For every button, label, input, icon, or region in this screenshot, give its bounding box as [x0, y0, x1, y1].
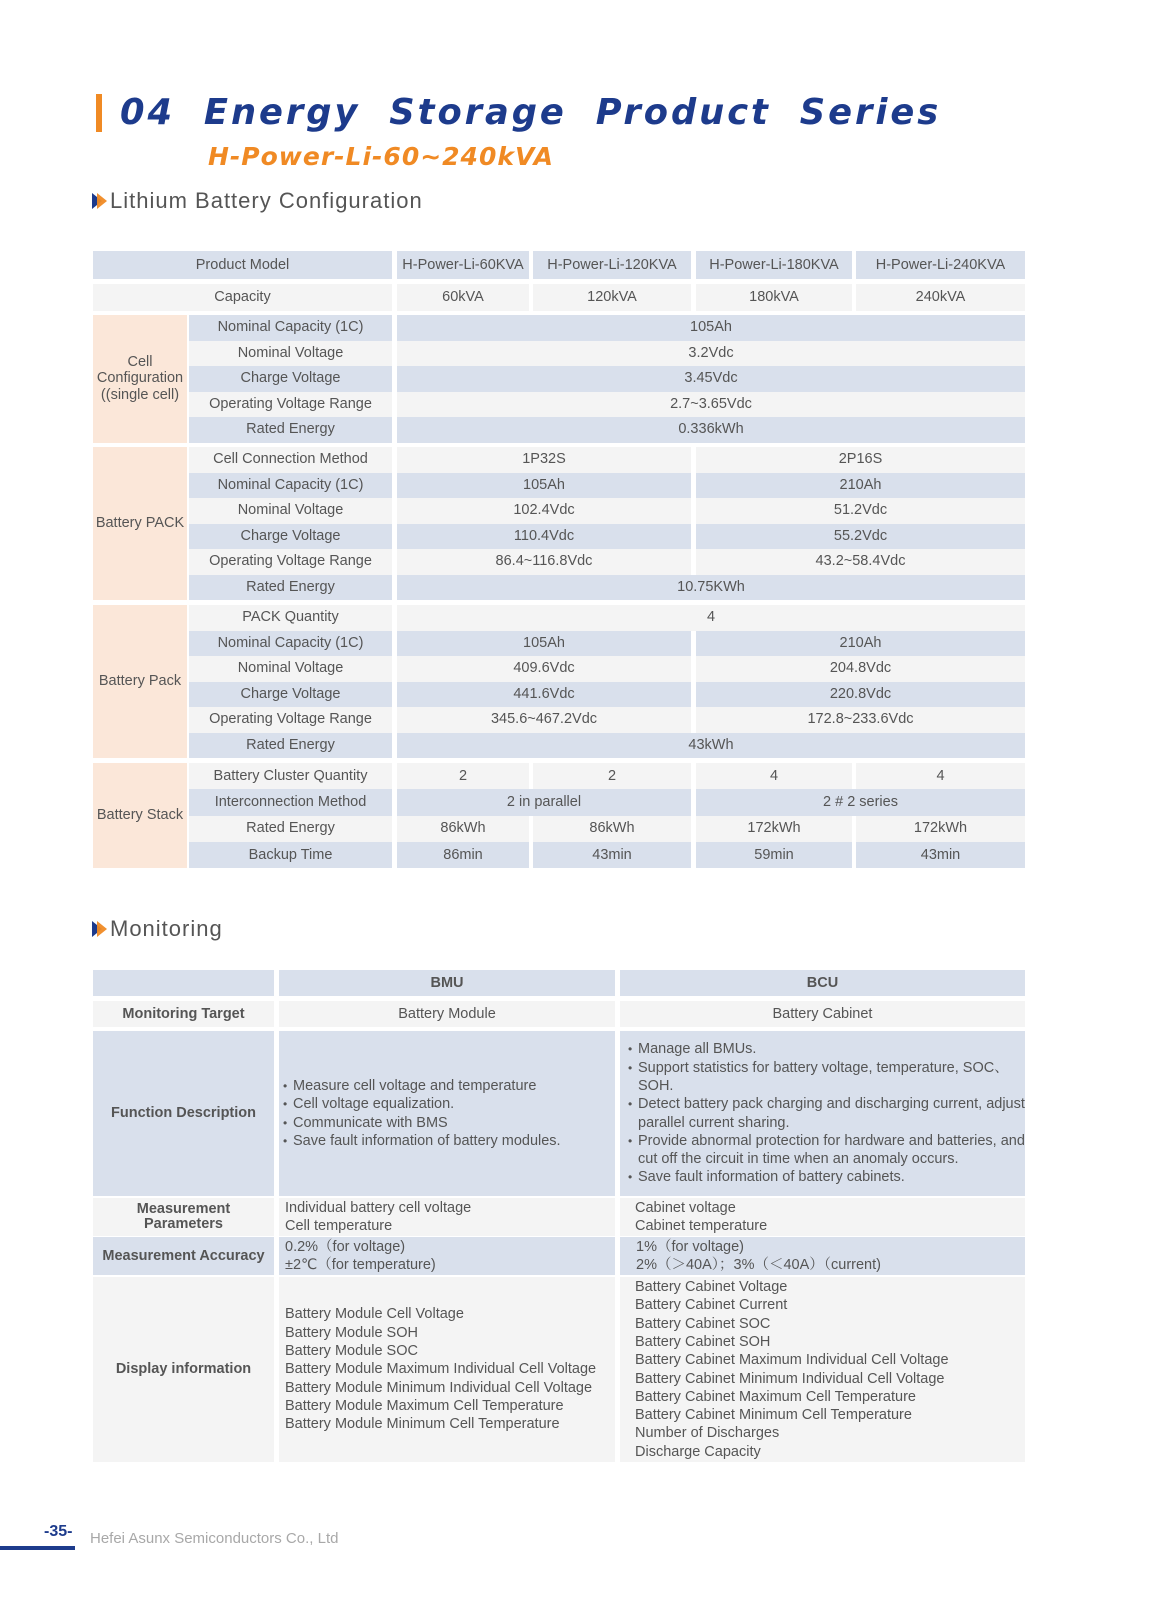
group-battery-pack: Battery PACK	[93, 447, 187, 600]
param-value: 43kWh	[397, 733, 1025, 759]
param-value-180-240: 210Ah	[696, 631, 1025, 657]
section-title: Monitoring	[110, 916, 223, 941]
param-value: 2 # 2 series	[696, 789, 1025, 815]
line-item: Battery Cabinet Voltage	[635, 1279, 788, 1296]
group-cell-configuration: Cell Configuration ((single cell)	[93, 315, 187, 443]
group-battery-stack: Battery Stack	[93, 763, 187, 868]
line-item: 1%（for voltage)	[636, 1238, 744, 1255]
param-value: 172kWh	[696, 816, 852, 842]
line-item: Battery Module Cell Voltage	[285, 1306, 464, 1323]
param-value-180-240: 204.8Vdc	[696, 656, 1025, 682]
bullet-item: • Save fault information of battery cabinets.	[628, 1168, 1025, 1186]
accuracy-bmu	[279, 1237, 615, 1275]
bullet-item: • Save fault information of battery modules.	[283, 1132, 615, 1150]
double-arrow-icon	[92, 920, 108, 938]
capacity-value: 60kVA	[397, 284, 529, 311]
param-label: Rated Energy	[189, 575, 392, 601]
header-bcu: BCU	[620, 970, 1025, 996]
target-bmu: Battery Module	[279, 1001, 615, 1027]
bullet-list	[628, 1040, 1025, 1186]
param-label: Nominal Capacity (1C)	[189, 631, 392, 657]
header-product-model: Product Model	[93, 251, 392, 279]
param-value-180-240: 55.2Vdc	[696, 524, 1025, 550]
param-label: Nominal Capacity (1C)	[189, 315, 392, 341]
model-header: H-Power-Li-180KVA	[696, 251, 852, 279]
param-value-180-240: 51.2Vdc	[696, 498, 1025, 524]
param-value: 86kWh	[533, 816, 691, 842]
page-title: 04 Energy Storage Product Series	[120, 92, 942, 133]
row-label-accuracy: Measurement Accuracy	[93, 1237, 274, 1275]
param-value: 43min	[856, 842, 1025, 868]
line-item: Cell temperature	[285, 1218, 393, 1234]
param-value: 59min	[696, 842, 852, 868]
header-bmu: BMU	[279, 970, 615, 996]
line-item: Battery Module SOC	[285, 1343, 418, 1360]
param-value-60-120: 110.4Vdc	[397, 524, 691, 550]
param-value: 2	[397, 763, 529, 789]
section-title: Lithium Battery Configuration	[110, 188, 423, 213]
bullet-item: • Manage all BMUs.	[628, 1040, 1025, 1058]
row-label-function: Function Description	[93, 1031, 274, 1196]
param-value-60-120: 1P32S	[397, 447, 691, 473]
param-value: 4	[397, 605, 1025, 631]
line-list	[285, 1199, 615, 1236]
param-label: Nominal Voltage	[189, 498, 392, 524]
line-item: 2%（＞40A）；3%（＜40A）（current)	[636, 1257, 881, 1273]
page-number: -35-	[44, 1523, 73, 1540]
line-item: Discharge Capacity	[635, 1443, 761, 1460]
section-heading-lithium	[92, 188, 423, 214]
row-label-target: Monitoring Target	[93, 1001, 274, 1027]
param-label: Nominal Voltage	[189, 341, 392, 367]
group-battery-cluster: Battery Pack	[93, 605, 187, 758]
capacity-value: 240kVA	[856, 284, 1025, 311]
function-bmu	[279, 1031, 615, 1196]
param-value-60-120: 105Ah	[397, 631, 691, 657]
line-list	[636, 1238, 1025, 1275]
param-value-60-120: 105Ah	[397, 473, 691, 499]
section-heading-monitoring	[92, 916, 223, 942]
line-item: 0.2%（for voltage)	[285, 1238, 406, 1255]
param-value: 2 in parallel	[397, 789, 691, 815]
param-value: 172kWh	[856, 816, 1025, 842]
line-list	[285, 1238, 615, 1275]
param-label: PACK Quantity	[189, 605, 392, 631]
param-label: Battery Cluster Quantity	[189, 763, 392, 789]
line-item: Battery Module Minimum Individual Cell Voltage	[285, 1379, 593, 1396]
line-item: Cabinet voltage	[635, 1199, 736, 1216]
params-bcu	[620, 1198, 1025, 1236]
line-list	[635, 1199, 1025, 1236]
line-item: Battery Cabinet Maximum Individual Cell Voltage	[635, 1352, 949, 1369]
param-value-180-240: 210Ah	[696, 473, 1025, 499]
company-name: Hefei Asunx Semiconductors Co., Ltd	[90, 1530, 339, 1547]
param-label: Rated Energy	[189, 417, 392, 443]
param-label: Charge Voltage	[189, 524, 392, 550]
param-value-60-120: 345.6~467.2Vdc	[397, 707, 691, 733]
param-value: 86kWh	[397, 816, 529, 842]
capacity-label: Capacity	[93, 284, 392, 311]
param-label: Cell Connection Method	[189, 447, 392, 473]
param-value-60-120: 409.6Vdc	[397, 656, 691, 682]
line-item: Cabinet temperature	[635, 1218, 768, 1234]
param-value: 105Ah	[397, 315, 1025, 341]
param-value: 3.2Vdc	[397, 341, 1025, 367]
param-value: 10.75KWh	[397, 575, 1025, 601]
line-item: Individual battery cell voltage	[285, 1199, 472, 1216]
bullet-item: • Communicate with BMS	[283, 1114, 615, 1132]
param-label: Interconnection Method	[189, 789, 392, 815]
param-value-180-240: 172.8~233.6Vdc	[696, 707, 1025, 733]
target-bcu: Battery Cabinet	[620, 1001, 1025, 1027]
function-bcu	[620, 1031, 1025, 1196]
param-value: 4	[696, 763, 852, 789]
row-label-display: Display information	[93, 1277, 274, 1462]
line-list	[285, 1305, 615, 1433]
line-item: Battery Cabinet Minimum Cell Temperature	[635, 1407, 912, 1424]
line-item: ±2℃（for temperature)	[285, 1257, 436, 1273]
param-label: Operating Voltage Range	[189, 392, 392, 418]
row-label-params: Measurement Parameters	[93, 1198, 274, 1236]
param-value-60-120: 86.4~116.8Vdc	[397, 549, 691, 575]
double-arrow-icon	[92, 192, 108, 210]
param-label: Backup Time	[189, 842, 392, 868]
param-value-60-120: 441.6Vdc	[397, 682, 691, 708]
line-item: Battery Cabinet Minimum Individual Cell Voltage	[635, 1370, 945, 1387]
bullet-item: • Cell voltage equalization.	[283, 1095, 615, 1113]
capacity-value: 120kVA	[533, 284, 691, 311]
param-label: Charge Voltage	[189, 682, 392, 708]
title-accent-bar	[96, 94, 102, 132]
bullet-item: • Provide abnormal protection for hardware and batteries, and cut off the circuit in time when an anomaly occurs.	[628, 1132, 1025, 1169]
line-list	[635, 1278, 1025, 1461]
capacity-value: 180kVA	[696, 284, 852, 311]
param-label: Operating Voltage Range	[189, 549, 392, 575]
param-value: 4	[856, 763, 1025, 789]
bullet-item: • Support statistics for battery voltage, temperature, SOC、SOH.	[628, 1059, 1025, 1096]
param-label: Rated Energy	[189, 816, 392, 842]
display-bcu	[620, 1277, 1025, 1462]
header-empty	[93, 970, 274, 996]
param-value: 0.336kWh	[397, 417, 1025, 443]
param-label: Nominal Voltage	[189, 656, 392, 682]
line-item: Battery Cabinet Current	[635, 1297, 788, 1314]
model-header: H-Power-Li-240KVA	[856, 251, 1025, 279]
param-value: 43min	[533, 842, 691, 868]
param-value-180-240: 43.2~58.4Vdc	[696, 549, 1025, 575]
model-header: H-Power-Li-60KVA	[397, 251, 529, 279]
line-item: Battery Module SOH	[285, 1324, 418, 1341]
footer-rule	[0, 1546, 75, 1550]
param-value-60-120: 102.4Vdc	[397, 498, 691, 524]
line-item: Battery Module Minimum Cell Temperature	[285, 1416, 560, 1433]
bullet-item: • Measure cell voltage and temperature	[283, 1077, 615, 1095]
display-bmu	[279, 1277, 615, 1462]
line-item: Battery Module Maximum Individual Cell Voltage	[285, 1361, 597, 1378]
param-value-180-240: 220.8Vdc	[696, 682, 1025, 708]
bullet-list	[283, 1077, 615, 1150]
param-value: 2.7~3.65Vdc	[397, 392, 1025, 418]
param-label: Rated Energy	[189, 733, 392, 759]
page-subtitle: H-Power-Li-60~240kVA	[208, 142, 554, 171]
model-header: H-Power-Li-120KVA	[533, 251, 691, 279]
param-value-180-240: 2P16S	[696, 447, 1025, 473]
line-item: Number of Discharges	[635, 1425, 780, 1442]
line-item: Battery Cabinet Maximum Cell Temperature	[635, 1388, 916, 1405]
param-label: Charge Voltage	[189, 366, 392, 392]
bullet-item: • Detect battery pack charging and discharging current, adjust parallel current sharing.	[628, 1095, 1025, 1132]
accuracy-bcu	[620, 1237, 1025, 1275]
param-label: Operating Voltage Range	[189, 707, 392, 733]
line-item: Battery Module Maximum Cell Temperature	[285, 1397, 564, 1414]
param-value: 3.45Vdc	[397, 366, 1025, 392]
param-value: 86min	[397, 842, 529, 868]
param-value: 2	[533, 763, 691, 789]
param-label: Nominal Capacity (1C)	[189, 473, 392, 499]
params-bmu	[279, 1198, 615, 1236]
line-item: Battery Cabinet SOH	[635, 1333, 771, 1350]
line-item: Battery Cabinet SOC	[635, 1315, 771, 1332]
